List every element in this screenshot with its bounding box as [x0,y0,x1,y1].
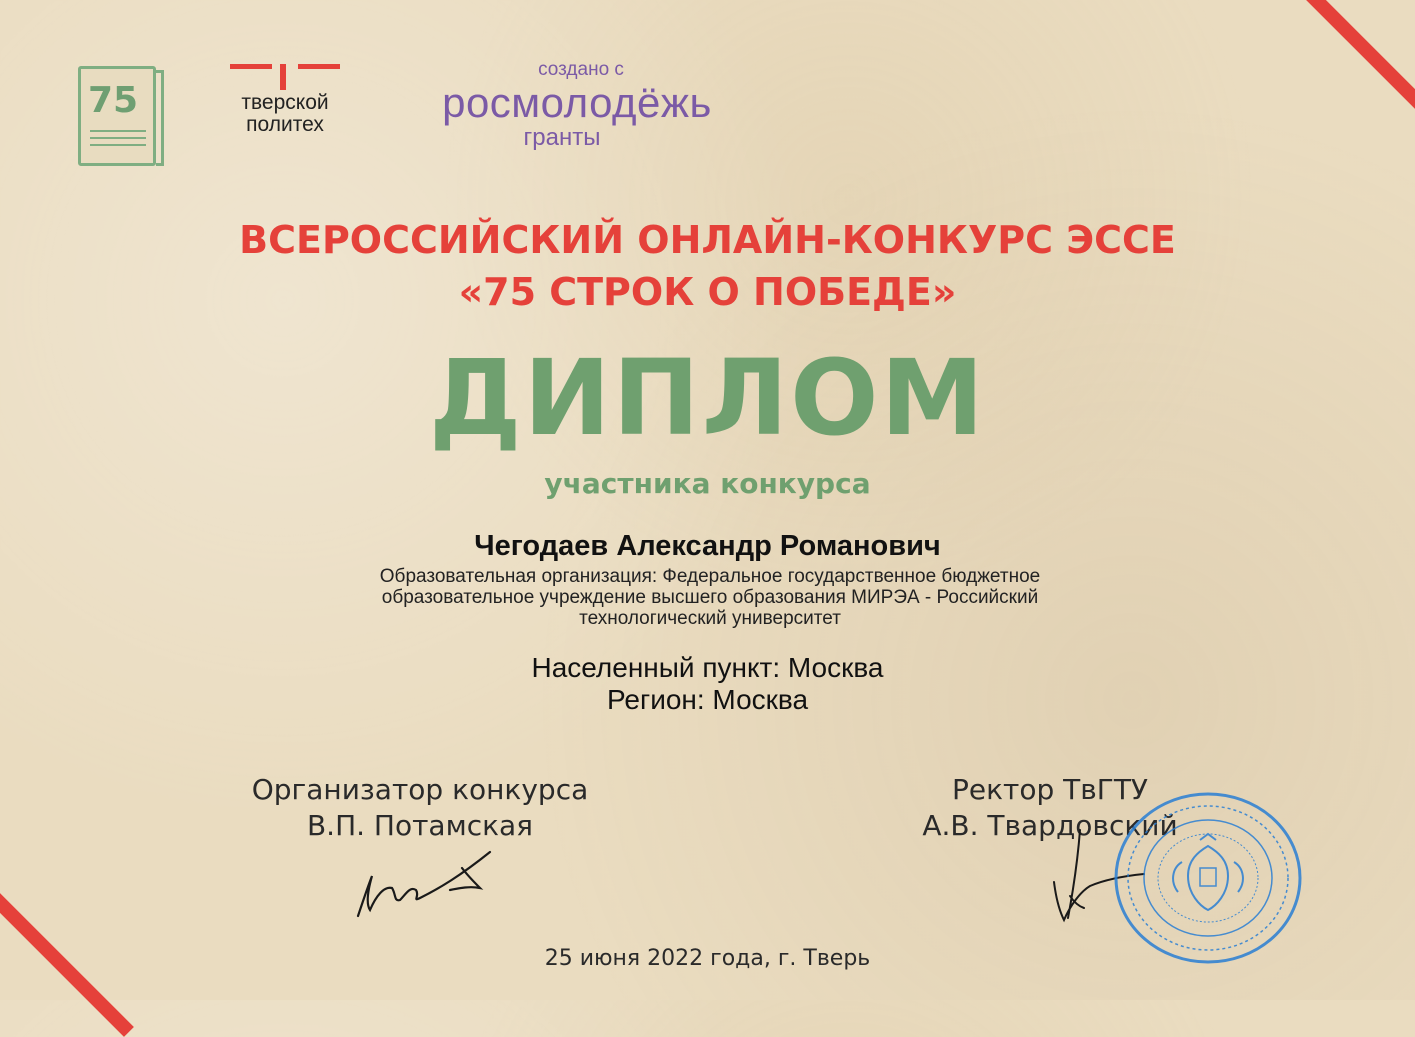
issue-date-place: 25 июня 2022 года, г. Тверь [544,946,871,971]
organizer-title: Организатор конкурса [251,773,589,806]
organizer-block [220,772,620,844]
rector-title: Ректор ТвГТУ [952,773,1148,806]
university-name-line2: политех [246,113,324,136]
rector-name: А.В. Твардовский [922,809,1178,842]
politeh-emblem-icon [230,64,340,92]
diploma-heading: ДИПЛОМ [429,337,986,459]
recipient-organization: Образовательная организация: Федеральное государственное бюджетное образовательное учреждение высшего образования МИРЭА - Российский технологический университет [379,566,1041,629]
corner-ribbon-top-right [1290,0,1415,126]
university-name-line1: тверской [241,91,329,114]
contest-title-line1: ВСЕРОССИЙСКИЙ ОНЛАЙН-КОНКУРС ЭССЕ [239,218,1176,262]
contest-title-line2: «75 СТРОК О ПОБЕДЕ» [458,270,957,314]
corner-ribbon-bottom-left [0,843,134,1037]
diploma-subheading: участника конкурса [544,467,871,500]
organizer-signature-icon [350,846,500,922]
grant-line2: росмолодёжь [442,79,712,126]
rosmolodezh-grant-logo [412,58,742,152]
anniversary-75-logo [78,66,166,170]
recipient-region: Регион: Москва [606,684,809,715]
anniversary-number: 75 [88,80,139,121]
organizer-name: В.П. Потамская [306,809,534,842]
grant-line1: создано с [538,59,624,80]
recipient-locality: Населенный пункт: Москва [531,652,884,683]
grant-line3: гранты [523,124,601,151]
tverskoy-politeh-logo [230,64,340,136]
official-seal-icon [1112,790,1304,966]
recipient-name: Чегодаев Александр Романович [474,530,941,562]
